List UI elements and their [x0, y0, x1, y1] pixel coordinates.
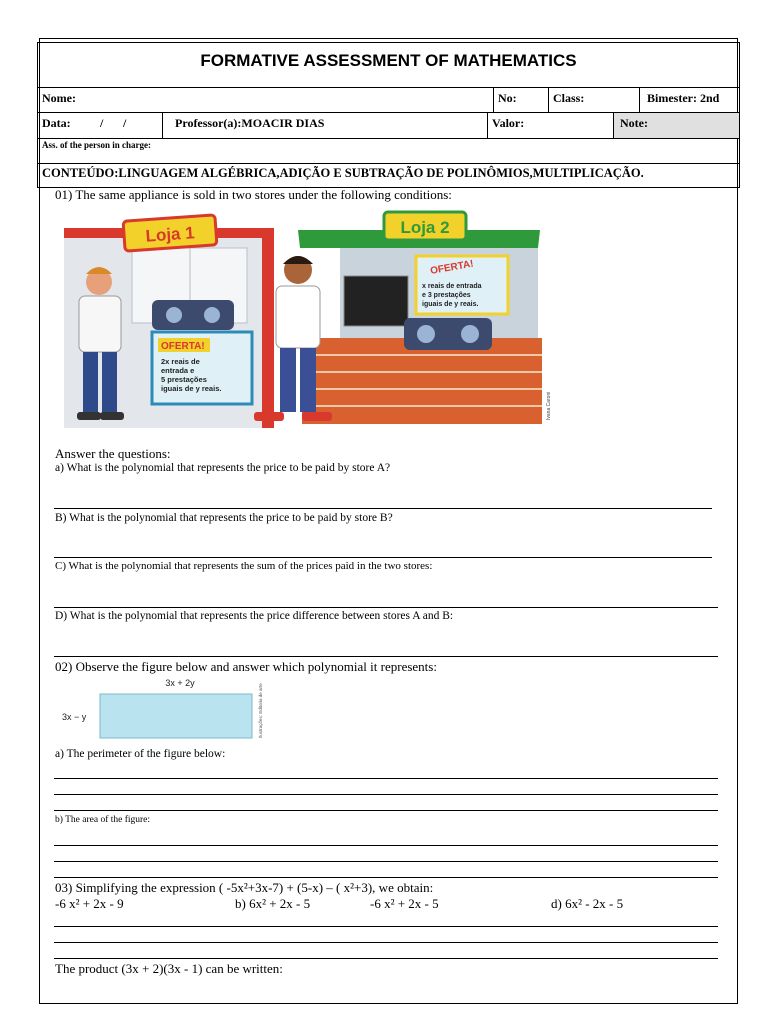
figure-width-label: 3x + 2y [165, 678, 195, 688]
question-2-prompt: 02) Observe the figure below and answer which polynomial it represents: [55, 659, 437, 674]
header-table [37, 42, 740, 188]
question-1a: a) What is the polynomial that represents the price to be paid by store A? [55, 462, 391, 474]
answer-line[interactable] [54, 607, 718, 608]
customer-1-shirt [79, 296, 121, 352]
page-title: FORMATIVE ASSESSMENT OF MATHEMATICS [38, 43, 739, 88]
option-d[interactable]: d) 6x² - 2x - 5 [551, 896, 624, 911]
answer-line[interactable] [54, 926, 718, 927]
boombox-1-speaker [166, 307, 182, 323]
date-separator: / [123, 116, 127, 130]
customer-2-shirt [276, 286, 320, 348]
stores-illustration [62, 208, 554, 434]
question-1d: D) What is the polynomial that represents the price difference between stores A and B: [55, 610, 454, 622]
store2-offer-line: x reais de entrada [422, 283, 482, 290]
answer-line[interactable] [54, 794, 718, 795]
brick-wall [302, 338, 542, 424]
question-1b: B) What is the polynomial that represents the price to be paid by store B? [55, 512, 393, 524]
header-row-1 [38, 88, 739, 113]
professor-field: Professor(a):MOACIR DIAS [162, 113, 487, 138]
customer-1-leg [102, 352, 117, 414]
store1-offer-line: entrada e [161, 366, 195, 375]
question-2b: b) The area of the figure: [55, 815, 151, 825]
television [344, 276, 408, 326]
customer-1-leg [83, 352, 98, 414]
question-4-prompt: The product (3x + 2)(3x - 1) can be written: [55, 961, 283, 976]
header-row-3 [38, 139, 739, 164]
boombox-1-speaker [204, 307, 220, 323]
store1-offer-line: 5 prestações [161, 375, 207, 384]
question-3-prompt: 03) Simplifying the expression ( -5x²+3x-7) + (5-x) – ( x²+3), we obtain: [55, 880, 434, 895]
store1-offer-title: OFERTA! [161, 341, 205, 352]
question-2a: a) The perimeter of the figure below: [55, 748, 226, 760]
date-field[interactable] [38, 113, 162, 138]
content-topics: CONTEÚDO:LINGUAGEM ALGÉBRICA,ADIÇÃO E SUBTRAÇÃO DE POLINÔMIOS,MULTIPLICAÇÃO. [42, 166, 644, 180]
customer-2-leg [280, 348, 296, 412]
answer-line[interactable] [54, 810, 718, 811]
date-label: Data: [42, 116, 71, 130]
question-1c: C) What is the polynomial that represents the sum of the prices paid in the two stores: [55, 560, 433, 572]
customer-1-shoe [77, 412, 101, 420]
note-field[interactable]: Note: [613, 113, 739, 138]
boombox-1 [152, 300, 234, 330]
answer-line[interactable] [54, 942, 718, 943]
store1-sign-text: Loja 1 [144, 223, 196, 246]
boombox-2-speaker [417, 325, 435, 343]
bimester-field: Bimester: 2nd [639, 88, 739, 112]
figure-credit: Ilustrações: Editoria de arte [258, 683, 263, 738]
header-row-4 [38, 164, 739, 187]
store1-frame-right [262, 228, 274, 428]
answer-line[interactable] [54, 845, 718, 846]
class-field[interactable]: Class: [548, 88, 639, 112]
option-c[interactable]: -6 x² + 2x - 5 [370, 896, 439, 911]
question-1-prompt: 01) The same appliance is sold in two stores under the following conditions: [55, 187, 452, 202]
answer-line[interactable] [54, 557, 712, 558]
number-field[interactable]: No: [493, 88, 548, 112]
valor-field[interactable]: Valor: [487, 113, 613, 138]
answer-intro: Answer the questions: [55, 446, 171, 461]
figure-rectangle [100, 694, 252, 738]
date-separator: / [100, 116, 104, 130]
store2-offer-line: iguais de y reais. [422, 301, 479, 308]
header-row-2 [38, 113, 739, 139]
answer-line[interactable] [54, 877, 718, 878]
customer-2-leg [300, 348, 316, 412]
store2-offer-title: OFERTA! [429, 258, 475, 277]
figure-height-label: 3x − y [62, 712, 87, 722]
signature-field[interactable]: Ass. of the person in charge: [42, 140, 151, 150]
answer-line[interactable] [54, 861, 718, 862]
illustrator-credit: Ivana Caroni [546, 391, 552, 420]
store1-offer-line: 2x reais de [161, 357, 200, 366]
nome-field[interactable]: Nome: [42, 91, 76, 105]
customer-2-shoe [254, 412, 284, 421]
customer-1-shoe [100, 412, 124, 420]
store1-offer-line: iguais de y reais. [161, 384, 222, 393]
store2-sign-text: Loja 2 [400, 218, 450, 237]
answer-line[interactable] [54, 656, 718, 657]
store2-offer-line: e 3 prestações [422, 292, 471, 299]
rectangle-figure [60, 676, 270, 746]
answer-line[interactable] [54, 778, 718, 779]
answer-line[interactable] [54, 508, 712, 509]
answer-line[interactable] [54, 958, 718, 959]
boombox-2-speaker [461, 325, 479, 343]
option-b[interactable]: b) 6x² + 2x - 5 [235, 896, 311, 911]
customer-2-shoe [302, 412, 332, 421]
option-a[interactable]: -6 x² + 2x - 9 [55, 896, 124, 911]
